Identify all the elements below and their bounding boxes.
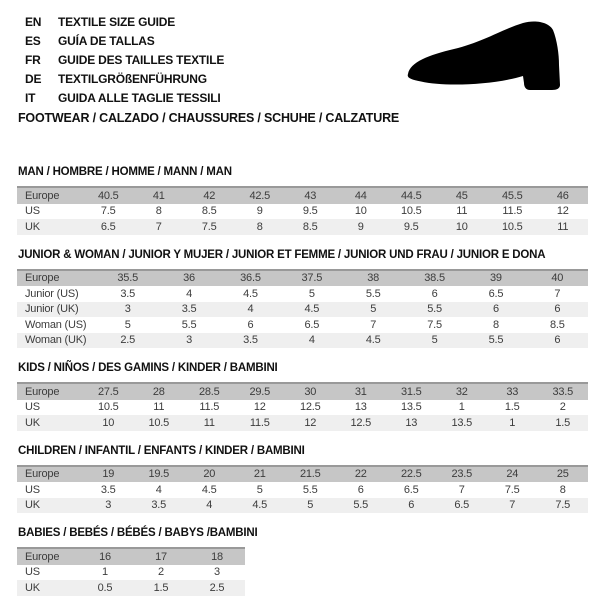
size-cell: 13: [405, 416, 418, 429]
size-cell: 9: [357, 220, 364, 233]
size-cell: 5.5: [302, 483, 318, 496]
size-cell: 44: [354, 189, 367, 202]
size-cell: 45.5: [501, 189, 523, 202]
size-cell: 2.5: [209, 581, 225, 594]
size-cell: 30: [304, 385, 317, 398]
table-row: [17, 187, 588, 204]
size-cell: 31: [354, 385, 367, 398]
table-row: [17, 482, 588, 498]
size-cell: 37.5: [301, 272, 323, 284]
row-label: Europe: [25, 272, 60, 284]
size-cell: 6: [492, 303, 499, 315]
row-label: UK: [25, 416, 40, 429]
row-label: Europe: [25, 189, 60, 202]
size-cell: 28: [152, 385, 165, 398]
size-cell: 12: [304, 416, 317, 429]
language-code: FR: [25, 52, 41, 67]
size-cell: 22: [354, 468, 367, 480]
size-cell: 38.5: [424, 272, 445, 284]
size-cell: 3: [124, 303, 131, 315]
table-row: [17, 270, 588, 287]
row-label: Europe: [25, 468, 60, 480]
table-row: [17, 498, 588, 514]
size-cell: 5: [256, 483, 263, 496]
size-cell: 8.5: [201, 205, 217, 217]
size-cell: 12.5: [299, 401, 321, 413]
size-cell: 6.5: [403, 483, 419, 496]
size-cell: 5.5: [427, 303, 442, 315]
size-cell: 36.5: [240, 272, 261, 284]
junior-woman-size-table: [17, 269, 588, 349]
size-cell: 7: [554, 287, 561, 300]
size-cell: 7: [155, 220, 162, 233]
size-cell: 45: [455, 189, 468, 202]
size-cell: 36: [183, 272, 195, 284]
size-cell: 25: [556, 468, 569, 480]
table-row: [17, 204, 588, 220]
table-row: [17, 219, 588, 235]
size-cell: 27.5: [97, 385, 119, 398]
row-label: US: [25, 483, 40, 496]
size-cell: 13: [354, 401, 367, 413]
language-row-it: [25, 88, 224, 107]
size-cell: 1.5: [153, 581, 169, 594]
size-cell: 40: [551, 272, 564, 284]
table-row: [17, 580, 245, 596]
table-row: [17, 565, 245, 581]
size-cell: 4.5: [201, 483, 217, 496]
row-label: UK: [25, 499, 40, 511]
size-cell: 4: [247, 303, 254, 315]
size-cell: 6.5: [454, 499, 470, 511]
language-row-es: [25, 31, 224, 50]
size-cell: 1.5: [555, 416, 571, 429]
size-cell: 4.5: [243, 287, 258, 300]
size-cell: 28.5: [198, 385, 220, 398]
language-code: ES: [25, 33, 41, 48]
size-cell: 9.5: [302, 205, 318, 217]
size-cell: 11.5: [502, 205, 523, 217]
size-cell: 22.5: [400, 468, 422, 480]
category-heading: FOOTWEAR / CALZADO / CHAUSSURES / SCHUHE / CALZATURE: [18, 111, 400, 125]
size-cell: 20: [203, 468, 216, 480]
size-cell: 41: [152, 189, 165, 202]
size-cell: 19: [102, 468, 115, 480]
babies-size-table: [17, 547, 245, 596]
size-cell: 32: [455, 385, 468, 398]
language-title-list: [25, 12, 224, 107]
size-cell: 18: [211, 550, 223, 563]
man-size-table: [17, 186, 588, 235]
size-cell: 4: [186, 287, 193, 300]
size-cell: 6: [431, 287, 438, 300]
size-cell: 5: [308, 287, 315, 300]
size-cell: 10: [354, 205, 367, 217]
size-cell: 2.5: [120, 334, 136, 346]
size-cell: 5: [370, 303, 377, 315]
language-code: EN: [25, 14, 42, 29]
size-cell: 6.5: [100, 220, 116, 233]
row-label: Europe: [25, 550, 60, 563]
size-cell: 5: [307, 499, 314, 511]
size-cell: 3.5: [120, 287, 136, 300]
size-cell: 44.5: [400, 189, 422, 202]
size-cell: 42: [203, 189, 216, 202]
size-cell: 10: [455, 220, 468, 233]
size-cell: 33: [506, 385, 519, 398]
language-label: TEXTILGRÖßENFÜHRUNG: [58, 71, 207, 86]
size-cell: 7.5: [504, 483, 520, 496]
size-cell: 42.5: [249, 189, 271, 202]
size-cell: 13.5: [400, 401, 422, 413]
table-row: [17, 548, 245, 565]
size-cell: 6: [247, 318, 254, 331]
row-label: Woman (US): [25, 318, 87, 331]
size-cell: 10.5: [97, 401, 119, 413]
size-cell: 10.5: [400, 205, 422, 217]
size-cell: 10: [102, 416, 115, 429]
language-row-en: [25, 12, 224, 31]
size-cell: 19.5: [148, 468, 170, 480]
size-cell: 2: [158, 566, 164, 578]
size-cell: 11.5: [199, 401, 220, 413]
table-row: [17, 400, 588, 416]
size-cell: 7.5: [427, 318, 442, 331]
size-cell: 4: [206, 499, 213, 511]
section-title-junior-woman: JUNIOR & WOMAN / JUNIOR Y MUJER / JUNIOR ET FEMME / JUNIOR UND FRAU / JUNIOR E DONA: [18, 248, 546, 261]
size-cell: 21.5: [299, 468, 321, 480]
row-label: Junior (UK): [25, 303, 79, 315]
size-cell: 17: [155, 550, 167, 563]
language-code: IT: [25, 90, 36, 105]
size-cell: 3.5: [243, 334, 258, 346]
size-cell: 5.5: [488, 334, 504, 346]
size-cell: 24: [506, 468, 519, 480]
section-title-man: MAN / HOMBRE / HOMME / MANN / MAN: [18, 166, 232, 178]
size-cell: 10.5: [501, 220, 523, 233]
size-cell: 7.5: [100, 205, 116, 217]
size-section-children: [17, 445, 588, 514]
table-row: [17, 383, 588, 400]
size-cell: 8.5: [549, 318, 565, 331]
size-cell: 9.5: [403, 220, 419, 233]
row-label: Woman (UK): [25, 334, 87, 346]
size-section-kids: [17, 362, 588, 431]
table-row: [17, 286, 588, 302]
size-cell: 8: [155, 205, 162, 217]
table-row: [17, 302, 588, 318]
size-cell: 31.5: [400, 385, 422, 398]
kids-size-table: [17, 382, 588, 431]
size-cell: 3: [105, 499, 112, 511]
table-row: [17, 317, 588, 333]
size-cell: 8: [559, 483, 566, 496]
size-cell: 7.5: [555, 499, 571, 511]
size-cell: 3.5: [181, 303, 197, 315]
size-cell: 4.5: [252, 499, 268, 511]
size-cell: 3.5: [151, 499, 167, 511]
table-row: [17, 466, 588, 483]
row-label: US: [25, 401, 40, 413]
size-cell: 13.5: [451, 416, 473, 429]
size-cell: 4: [155, 483, 162, 496]
size-cell: 5: [431, 334, 438, 346]
size-cell: 9: [256, 205, 263, 217]
size-cell: 7: [458, 483, 465, 496]
language-code: DE: [25, 71, 42, 86]
size-cell: 46: [556, 189, 569, 202]
language-label: GUÍA DE TALLAS: [58, 33, 155, 48]
size-cell: 6.5: [304, 318, 320, 331]
size-cell: 38: [367, 272, 380, 284]
row-label: UK: [25, 220, 40, 233]
size-cell: 11: [456, 205, 468, 217]
row-label: Europe: [25, 385, 60, 398]
row-label: UK: [25, 581, 40, 594]
children-size-table: [17, 465, 588, 514]
size-cell: 35.5: [117, 272, 138, 284]
size-cell: 8: [492, 318, 499, 331]
size-cell: 6: [554, 334, 561, 346]
row-label: US: [25, 566, 40, 578]
size-cell: 7: [509, 499, 516, 511]
size-cell: 12.5: [350, 416, 372, 429]
size-cell: 1: [102, 566, 108, 578]
size-cell: 11: [203, 416, 215, 429]
row-label: Junior (US): [25, 287, 79, 300]
language-label: GUIDE DES TAILLES TEXTILE: [58, 52, 225, 67]
size-cell: 16: [99, 550, 111, 563]
size-cell: 6.5: [488, 287, 504, 300]
size-cell: 5.5: [353, 499, 369, 511]
size-cell: 12: [253, 401, 266, 413]
size-cell: 29.5: [249, 385, 271, 398]
size-cell: 8.5: [302, 220, 318, 233]
table-row: [17, 333, 588, 349]
size-cell: 39: [490, 272, 502, 284]
size-cell: 4.5: [365, 334, 381, 346]
row-label: US: [25, 205, 40, 217]
size-cell: 5.5: [365, 287, 381, 300]
size-cell: 4: [308, 334, 315, 346]
size-cell: 0.5: [97, 581, 113, 594]
language-row-fr: [25, 50, 224, 69]
language-label: TEXTILE SIZE GUIDE: [58, 14, 176, 29]
size-cell: 3: [186, 334, 193, 346]
language-row-de: [25, 69, 224, 88]
size-cell: 10.5: [148, 416, 170, 429]
size-cell: 3.5: [100, 483, 116, 496]
size-section-man: [17, 166, 588, 235]
size-cell: 11: [153, 401, 165, 413]
size-cell: 6: [554, 303, 561, 315]
size-cell: 43: [304, 189, 317, 202]
dress-shoe-icon: [400, 15, 578, 99]
size-cell: 33.5: [552, 385, 574, 398]
size-cell: 40.5: [97, 189, 119, 202]
size-cell: 8: [256, 220, 263, 233]
size-cell: 3: [214, 566, 220, 578]
size-cell: 11: [557, 220, 569, 233]
size-sections: [17, 166, 588, 600]
size-cell: 5.5: [181, 318, 197, 331]
size-cell: 1: [509, 416, 516, 429]
size-section-babies: [17, 527, 588, 596]
size-cell: 6: [357, 483, 364, 496]
size-section-junior-woman: [17, 249, 588, 349]
size-cell: 1: [458, 401, 465, 413]
table-row: [17, 415, 588, 431]
size-cell: 21: [253, 468, 266, 480]
size-cell: 11.5: [249, 416, 270, 429]
section-title-babies: BABIES / BEBÉS / BÉBÉS / BABYS /BAMBINI: [18, 527, 258, 539]
size-cell: 4.5: [304, 303, 320, 315]
size-cell: 12: [556, 205, 569, 217]
language-label: GUIDA ALLE TAGLIE TESSILI: [58, 90, 221, 105]
size-cell: 23.5: [451, 468, 473, 480]
size-cell: 5: [124, 318, 131, 331]
size-cell: 7.5: [201, 220, 217, 233]
size-cell: 2: [559, 401, 566, 413]
size-cell: 6: [408, 499, 415, 511]
section-title-children: CHILDREN / INFANTIL / ENFANTS / KINDER / BAMBINI: [18, 444, 305, 457]
size-cell: 1.5: [504, 401, 520, 413]
size-cell: 7: [370, 318, 377, 331]
section-title-kids: KIDS / NIÑOS / DES GAMINS / KINDER / BAMBINI: [18, 362, 278, 374]
